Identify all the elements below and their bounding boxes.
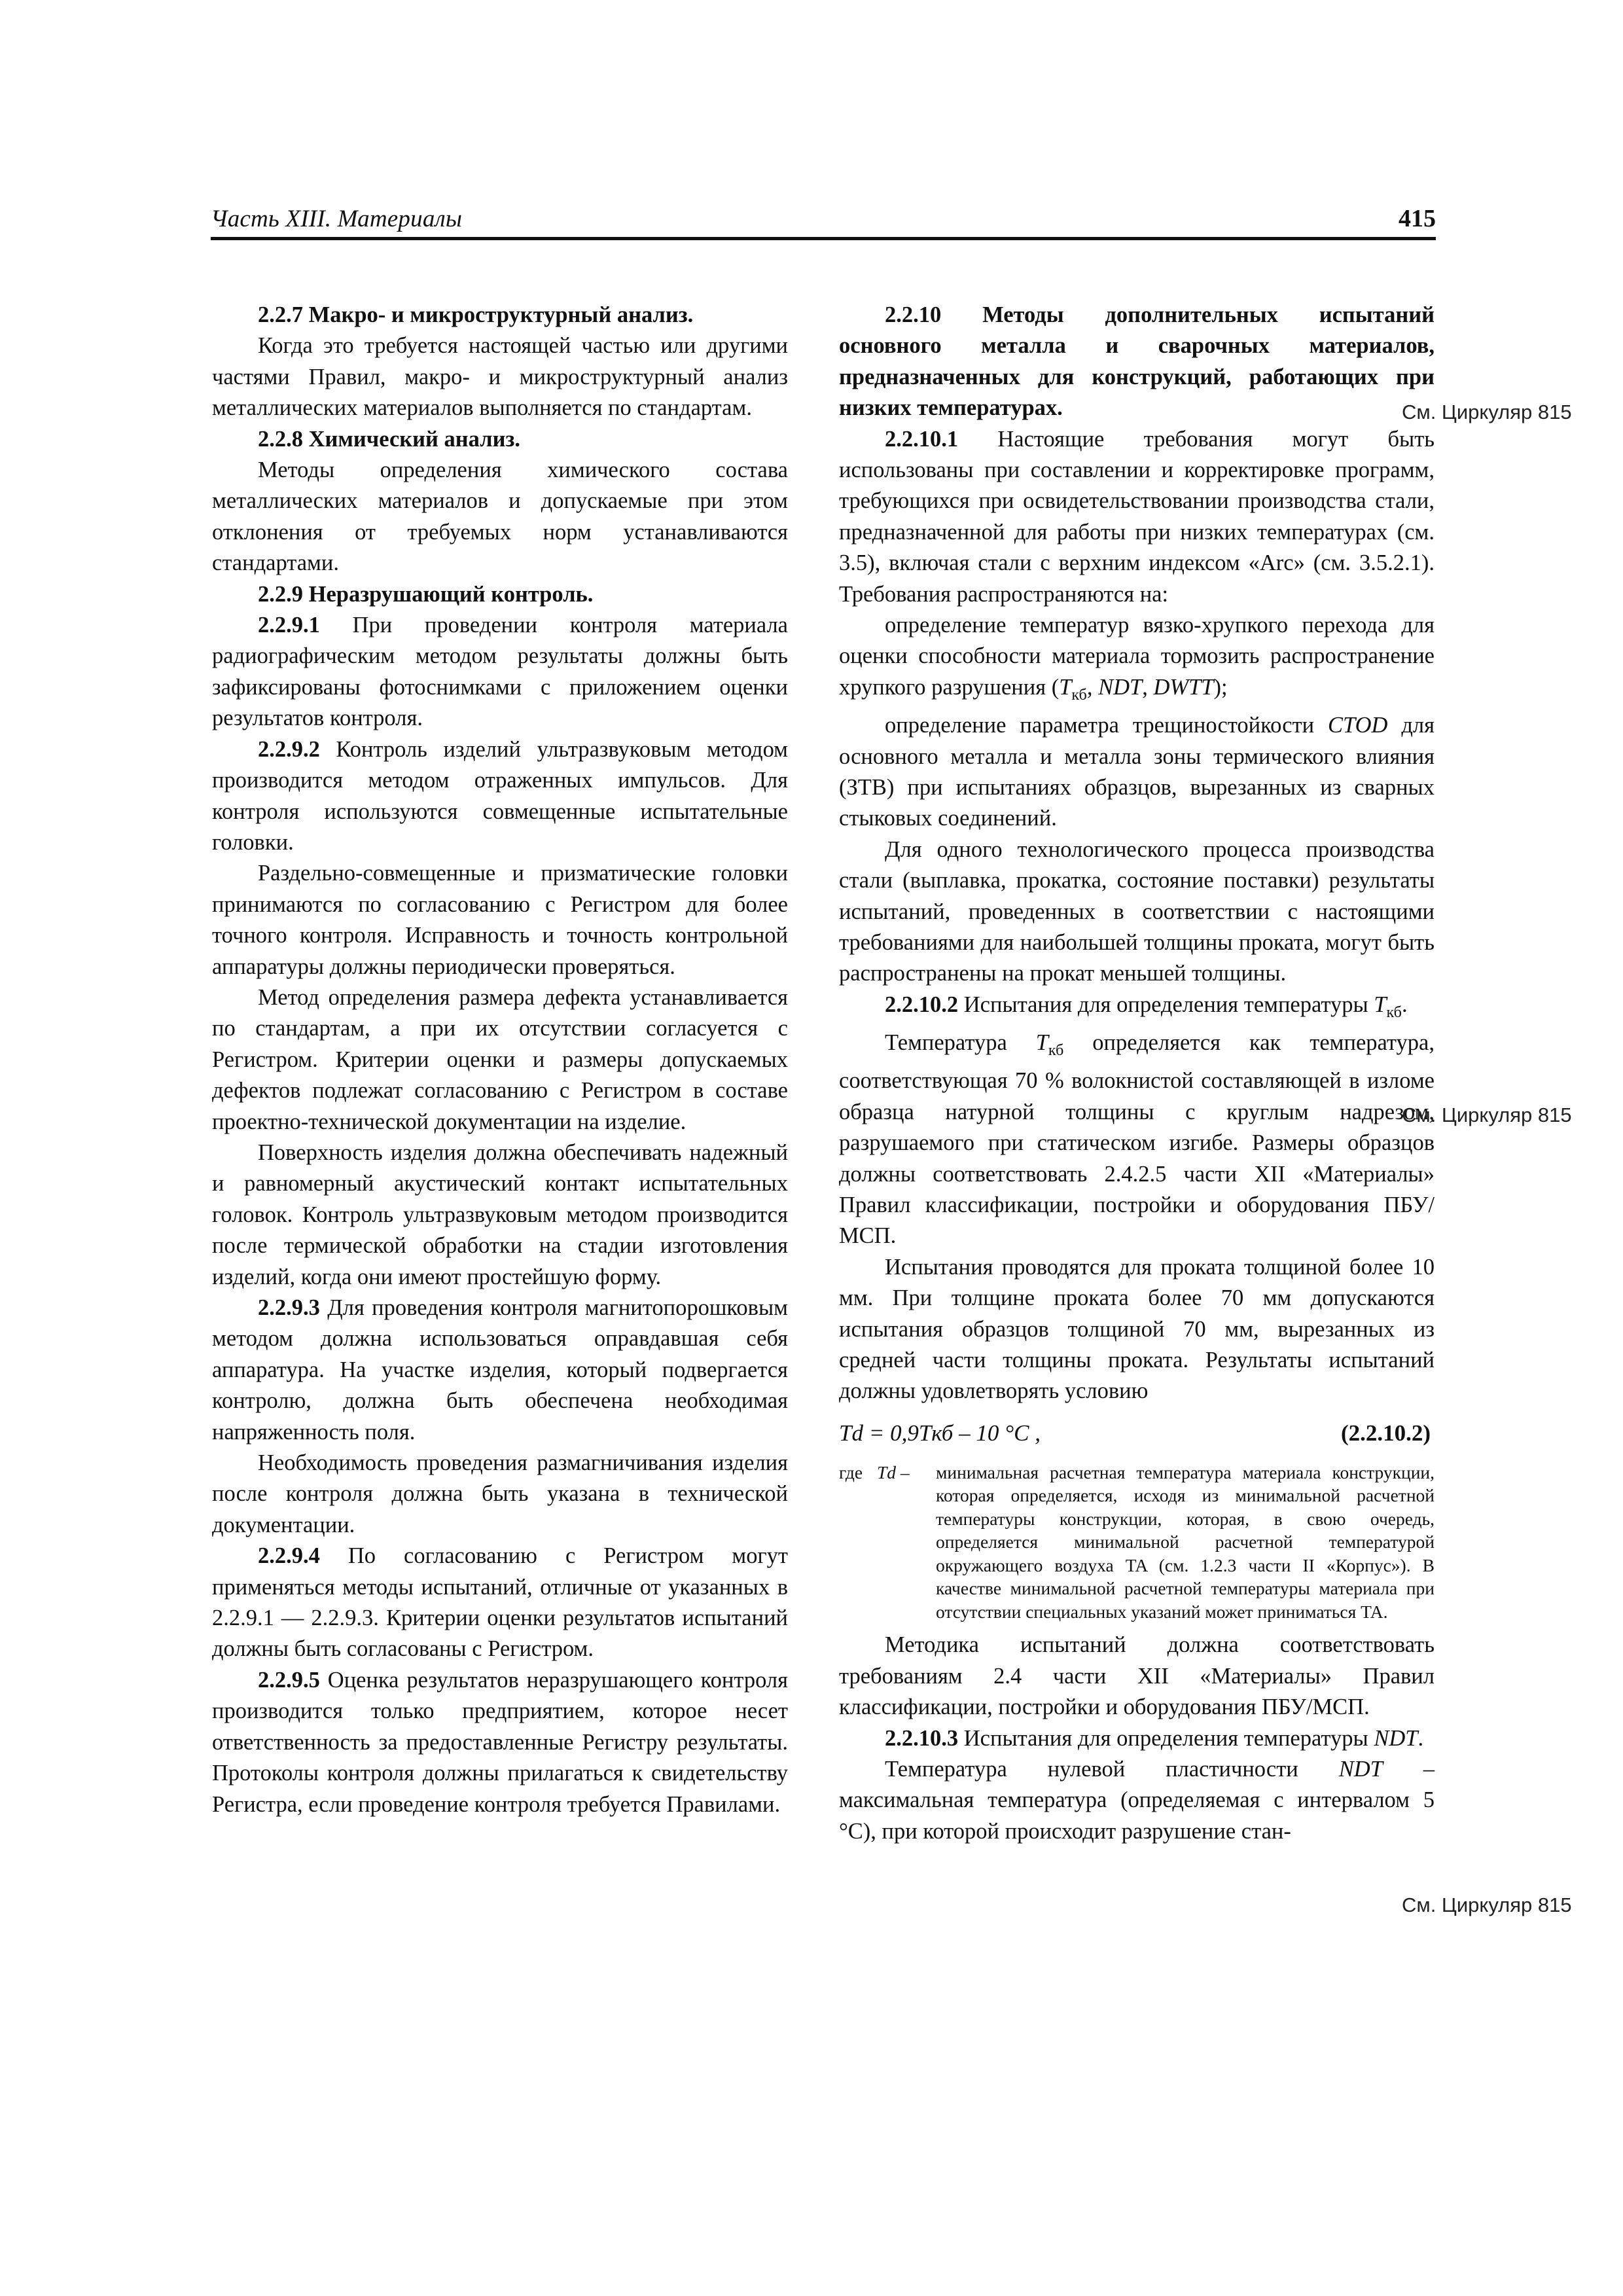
legend-where: где (839, 1462, 863, 1482)
paragraph: 2.2.9.5 Оценка результатов неразрушающего контроля производится только предприятием, которое несет ответственность за предоставленные Регистру результаты. Протоколы контроля должны прилагаться к свидетельству Регистра, если проведение контроля требуется Правилами. (212, 1667, 788, 1817)
page-number: 415 (1399, 205, 1436, 232)
margin-note-circular: См. Циркуляр 815 (1402, 1103, 1572, 1126)
paragraph: 2.2.9.3 Для проведения контроля магнитопорошковым методом должна использоваться оправдавшая себя аппаратура. На участке изделия, который подвергается контролю, должна быть обеспечена необходимая напряженность поля. (212, 1295, 788, 1444)
margin-note-circular: См. Циркуляр 815 (1402, 1893, 1572, 1916)
page-header (211, 196, 1436, 240)
paragraph: Методика испытаний должна соответствовать требованиям 2.4 части XII «Материалы» Правил классификации, постройки и оборудования ПБУ/МСП. (839, 1632, 1435, 1720)
paragraph: Испытания проводятся для проката толщиной более 10 мм. При толщине проката более 70 мм допускаются испытания образцов толщиной 70 мм, вырезанных из средней части толщины проката. Результаты испытаний должны удовлетворять условию (839, 1254, 1435, 1404)
margin-note-circular: См. Циркуляр 815 (1402, 401, 1572, 423)
paragraph: 2.2.10.1 Настоящие требования могут быть использованы при составлении и корректировке программ, требующихся при освидетельствовании производства стали, предназначенной для работы при низких температурах (см. 3.5), включая стали с верхним индексом «Arc» (см. 3.5.2.1). Требования распространяются на: (839, 426, 1435, 607)
section-heading: 2.2.10.2 Испытания для определения температуры $T_{кб}$. (885, 992, 1408, 1021)
section-heading: 2.2.9 Неразрушающий контроль. (258, 581, 594, 607)
paragraph: Метод определения размера дефекта устанавливается по стандартам, а при их отсутствии согласуется с Регистром. Критерии оценки и размеры допускаемых дефектов подлежат согласованию с Регистром в составе проектно-технической документации на изделие. (212, 984, 788, 1134)
section-heading: 2.2.8 Химический анализ. (258, 426, 520, 452)
section-heading: 2.2.10 Методы дополнительных испытаний основного металла и сварочных материалов, предназначенных для конструкций, работающих при низких температурах. (839, 302, 1435, 421)
formula (839, 1411, 1435, 1458)
legend-definition: минимальная расчетная температура материала конструкции, которая определяется, исходя из минимальной расчетной температуры конструкции, которая, в свою очередь, определяется минимальной расчетной температурой окружающего воздуха TA (см. 1.2.3 части II «Корпус»). В качестве минимальной расчетной температуры материала при отсутствии специальных указаний может приниматься TA. (936, 1462, 1435, 1622)
paragraph: Раздельно-совмещенные и призматические головки принимаются по согласованию с Регистром для более точного контроля. Исправность и точность контрольной аппаратуры должны периодически проверяться. (212, 861, 788, 979)
section-heading: 2.2.10.3 Испытания для определения температуры NDT. (885, 1725, 1424, 1751)
right-column (839, 300, 1435, 1847)
paragraph: Для одного технологического процесса производства стали (выплавка, прокатка, состояние поставки) результаты испытаний, проведенных в соответствии с настоящими требованиями для наибольшей толщины проката, могут быть распространены на прокат меньшей толщины. (839, 836, 1435, 986)
running-title: Часть XIII. Материалы (211, 206, 463, 232)
paragraph: 2.2.9.1 При проведении контроля материала радиографическим методом результаты должны быть зафиксированы фотоснимками с приложением оценки результатов контроля. (212, 613, 788, 731)
paragraph: Необходимость проведения размагничивания изделия после контроля должна быть указана в технической документации. (212, 1450, 788, 1537)
legend-symbol: Td – (877, 1462, 910, 1482)
paragraph: 2.2.9.2 Контроль изделий ультразвуковым методом производится методом отраженных импульсов. Для контроля используются совмещенные испытательные головки. (212, 736, 788, 855)
paragraph: Методы определения химического состава металлических материалов и допускаемые при этом отклонения от требуемых норм устанавливаются стандартами. (212, 457, 788, 576)
formula-expression: Td = 0,9Tкб – 10 °C , (839, 1420, 1041, 1446)
section-heading: 2.2.7 Макро- и микроструктурный анализ. (258, 302, 694, 327)
formula-number: (2.2.10.2) (1340, 1420, 1431, 1446)
paragraph: Поверхность изделия должна обеспечивать надежный и равномерный акустический контакт испытательных головок. Контроль ультразвуковым методом производится после термической обработки на стадии изготовления изделий, когда они имеют простейшую форму. (212, 1139, 788, 1289)
paragraph: определение температур вязко-хрупкого перехода для оценки способности материала тормозить распространение хрупкого разрушения ($T_{кб}$, NDT, DWTT); (839, 613, 1435, 704)
paragraph: Когда это требуется настоящей частью или другими частями Правил, макро- и микроструктурный анализ металлических материалов выполняется по стандартам. (212, 333, 788, 421)
paragraph: Температура нулевой пластичности NDT – максимальная температура (определяемая с интервалом 5 °C), при которой происходит разрушение стан- (839, 1757, 1435, 1844)
formula-legend (839, 1461, 1435, 1624)
paragraph: определение параметра трещиностойкости CTOD для основного металла и металла зоны термического влияния (ЗТВ) при испытаниях образцов, вырезанных из сварных стыковых соединений. (839, 713, 1435, 831)
left-column (212, 300, 788, 1820)
paragraph: Температура $T_{кб}$ определяется как температура, соответствующая 70 % волокнистой составляющей в изломе образца натурной толщины с круглым надрезом, разрушаемого при статическом изгибе. Размеры образцов должны соответствовать 2.4.2.5 части XII «Материалы» Правил классификации, постройки и оборудования ПБУ/МСП. (839, 1030, 1435, 1249)
paragraph: 2.2.9.4 По согласованию с Регистром могут применяться методы испытаний, отличные от указанных в 2.2.9.1 — 2.2.9.3. Критерии оценки результатов испытаний должны быть согласованы с Регистром. (212, 1543, 788, 1662)
